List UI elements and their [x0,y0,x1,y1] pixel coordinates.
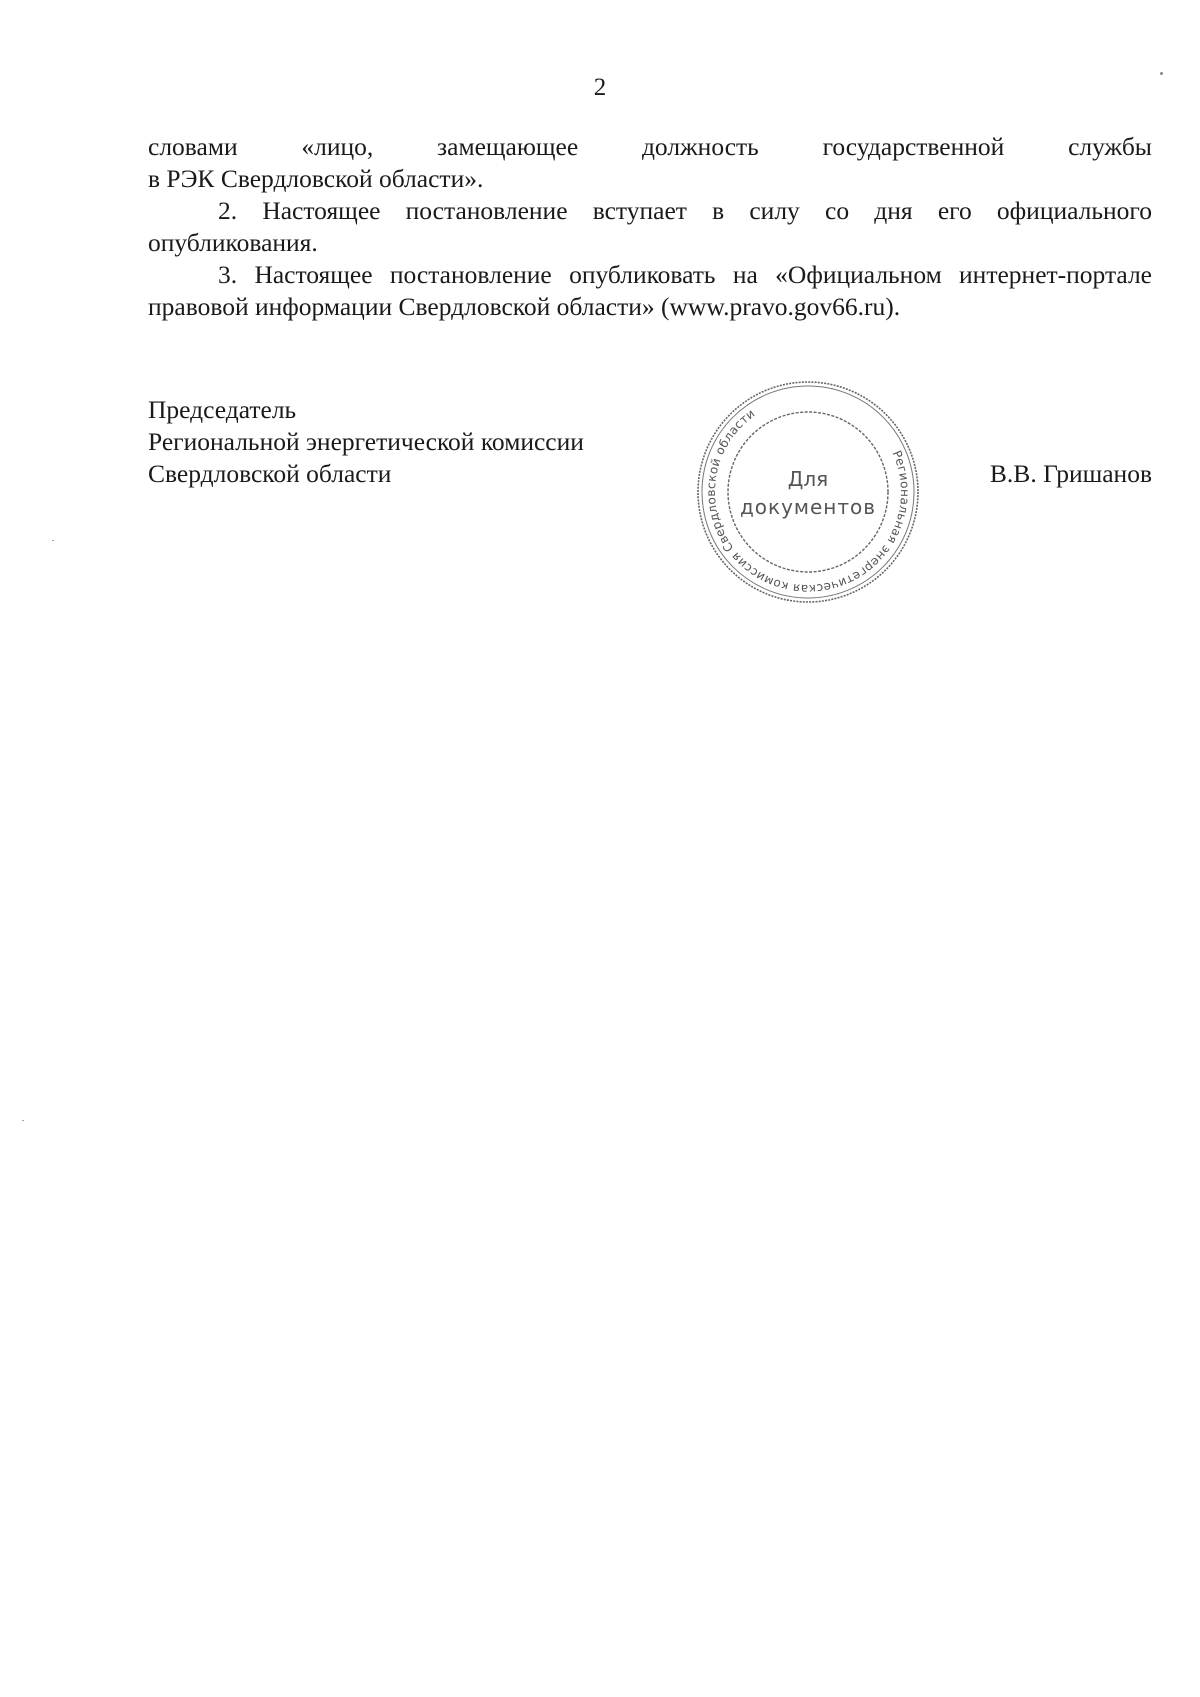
paragraph-3: 3. Настоящее постановление опубликовать на «Официальном интернет-портале правовой информации Свердловской области» (www.pravo.gov66.ru). [148,260,1152,321]
word: должность [641,132,759,161]
stamp-center-line-2: документов [739,495,877,519]
stamp-outer-ring [698,382,918,602]
document-body [148,131,1152,323]
word: замещающее [437,132,579,161]
official-stamp [692,376,924,608]
signature-title-line-3: Свердловской области [148,459,392,488]
signer-name: В.В. Гришанов [989,459,1152,488]
word: «лицо, [301,132,374,161]
signature-title-line-2: Региональной энергетической комиссии [148,427,584,456]
word: словами [148,132,238,161]
stamp-inner-ring [728,412,888,572]
paragraph-2: 2. Настоящее постановление вступает в силу со дня его официального опубликования. [148,196,1152,257]
word: службы [1068,132,1152,161]
word: государственной [822,132,1005,161]
signature-title-line-1: Председатель [148,395,297,424]
scan-speck [1160,72,1163,75]
paragraph-1-line-2: в РЭК Свердловской области». [148,164,484,193]
scan-speck [22,1120,24,1121]
stamp-ring-text [692,376,924,608]
scan-speck [52,540,54,541]
stamp-outer-ring-2 [702,386,914,598]
stamp-center-line-1: Для [787,467,829,491]
page-number: 2 [593,74,607,101]
paragraph-1-line-1 [148,131,1152,163]
stamp-ring-textpath: Региональная энергетическая комиссия Свердловской области [703,406,913,597]
signature-block [148,394,584,490]
